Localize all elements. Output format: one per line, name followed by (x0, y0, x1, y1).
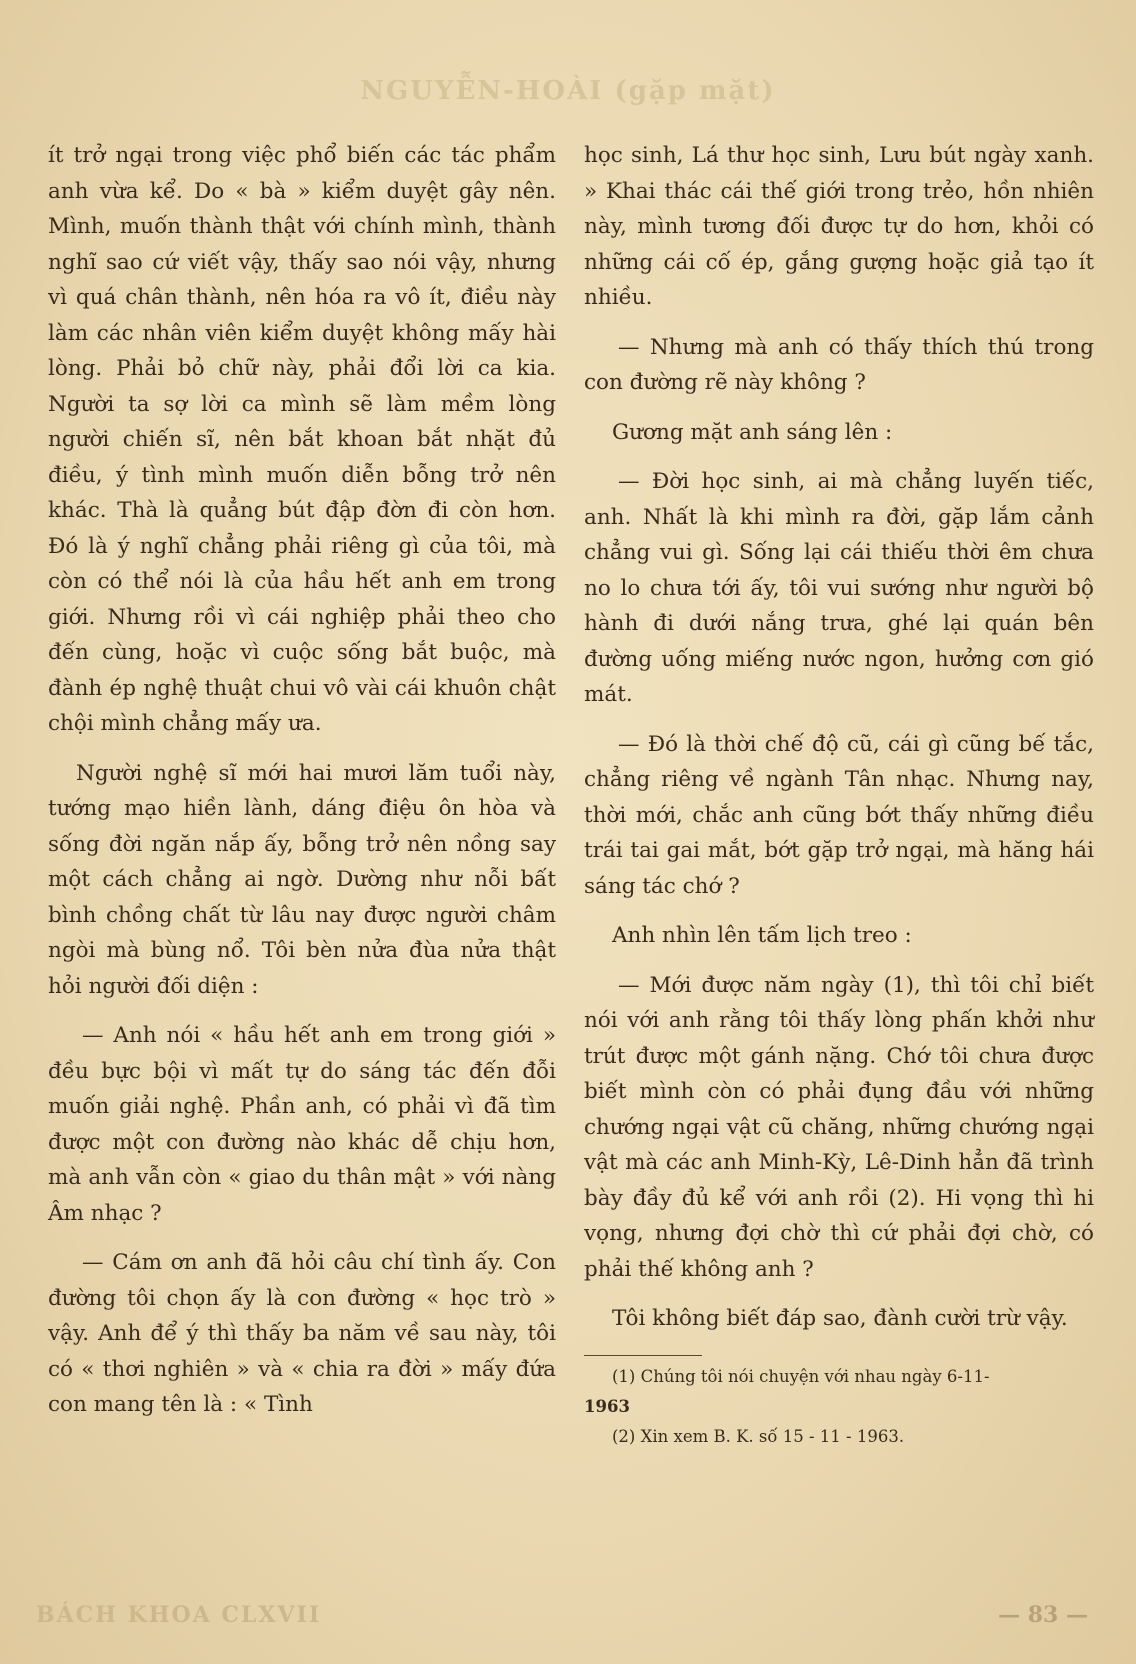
paragraph: học sinh, Lá thư học sinh, Lưu bút ngày xanh. » Khai thác cái thế giới trong trẻo, hồn nhiên này, mình tương đối được tự do hơn, khỏi có những cái cố ép, gắng gượng hoặc giả tạo ít nhiều. (584, 143, 1094, 310)
paragraph: Tôi không biết đáp sao, đành cười trừ vậy. (612, 1306, 1068, 1331)
dialog-paragraph: — Đời học sinh, ai mà chẳng luyến tiếc, anh. Nhất là khi mình ra đời, gặp lắm cảnh chẳng vui gì. Sống lại cái thiếu thời êm chưa no lo chưa tới ấy, tôi vui sướng như người bộ hành đi dưới nắng trưa, ghé lại quán bên đường uống miếng nước ngon, hưởng cơn gió mát. (584, 469, 1094, 707)
paragraph: Người nghệ sĩ mới hai mươi lăm tuổi này, tướng mạo hiền lành, dáng điệu ôn hòa và sống đời ngăn nắp ấy, bỗng trở nên nồng say một cách chẳng ai ngờ. Dường như nỗi bất bình chồng chất từ lâu nay được người châm ngòi mà bùng nổ. Tôi bèn nửa đùa nửa thật hỏi người đối diện : (48, 760, 556, 999)
left-column (48, 138, 556, 1423)
dialog-paragraph: — Mới được năm ngày (1), thì tôi chỉ biết nói với anh rằng tôi thấy lòng phấn khởi như trút được một gánh nặng. Chớ tôi chưa được biết mình còn có phải đụng đầu với những chướng ngại vật cũ chăng, những chướng ngại vật mà các anh Minh-Kỳ, Lê-Dinh hẳn đã trình bày đầy đủ kể với anh rồi (2). Hi vọng thì hi vọng, nhưng đợi chờ thì cứ phải đợi chờ, có phải thế không anh ? (584, 972, 1094, 1282)
page-number: — 83 — (998, 1602, 1088, 1628)
footnote: (2) Xin xem B. K. số 15 - 11 - 1963. (612, 1426, 905, 1446)
dialog-paragraph: — Đó là thời chế độ cũ, cái gì cũng bế tắc, chẳng riêng về ngành Tân nhạc. Nhưng nay, thời mới, chắc anh cũng bớt thấy những điều trái tai gai mắt, bớt gặp trở ngại, mà hăng hái sáng tác chớ ? (584, 731, 1094, 899)
paragraph: ít trở ngại trong việc phổ biến các tác phẩm anh vừa kể. Do « bà » kiểm duyệt gây nên. Mình, muốn thành thật với chính mình, thành nghĩ sao cứ viết vậy, thấy sao nói vậy, nhưng vì quá chân thành, nên hóa ra vô ít, điều này làm các nhân viên kiểm duyệt không mấy hài lòng. Phải bỏ chữ này, phải đổi lời ca kia. Người ta sợ lời ca mình sẽ làm mềm lòng người chiến sĩ, nên bắt khoan bắt nhặt đủ điều, ý tình mình muốn diễn bỗng trở nên khác. Thà là quẳng bút đập đờn đi còn hơn. Đó là ý nghĩ chẳng phải riêng gì của tôi, mà còn có thể nói là của hầu hết anh em trong giới. Nhưng rồi vì cái nghiệp phải theo cho đến cùng, hoặc vì cuộc sống bắt buộc, mà đành ép nghệ thuật chui vô vài cái khuôn chật chội mình chẳng mấy ưa. (48, 143, 556, 736)
dialog-paragraph: — Cám ơn anh đã hỏi câu chí tình ấy. Con đường tôi chọn ấy là con đường « học trò » vậy. Anh để ý thì thấy ba năm về sau này, tôi có « thơi nghiên » và « chia ra đời » mấy đứa con mang tên là : « Tình (48, 1250, 556, 1417)
paragraph: Gương mặt anh sáng lên : (612, 419, 893, 445)
footnote-separator (584, 1355, 702, 1356)
dialog-paragraph: — Nhưng mà anh có thấy thích thú trong con đường rẽ này không ? (584, 334, 1094, 395)
paragraph: Anh nhìn lên tấm lịch treo : (612, 923, 912, 948)
magazine-footer: BÁCH KHOA CLXVII (36, 1602, 322, 1628)
right-column (584, 138, 1094, 1452)
dialog-paragraph: — Anh nói « hầu hết anh em trong giới » đều bực bội vì mất tự do sáng tác đến đỗi muốn giải nghệ. Phần anh, có phải vì đã tìm được một con đường nào khác dễ chịu hơn, mà anh vẫn còn « giao du thân mật » với nàng Âm nhạc ? (48, 1023, 556, 1226)
footnote: (1) Chúng tôi nói chuyện với nhau ngày 6-11- (612, 1366, 990, 1386)
running-header: NGUYỄN-HOÀI (gặp mặt) (360, 76, 776, 106)
footnote-year: 1963 (584, 1396, 630, 1416)
